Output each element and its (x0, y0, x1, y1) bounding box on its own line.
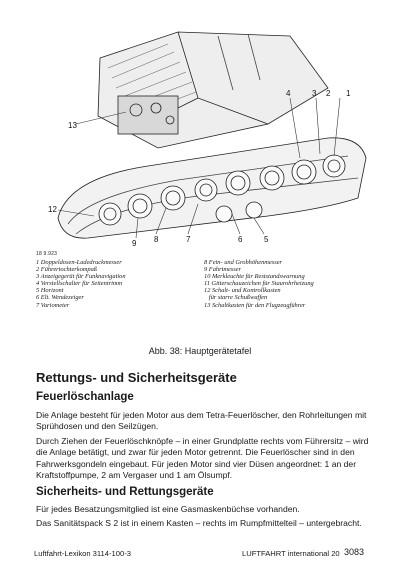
instrument-panel-drawing (28, 28, 372, 260)
callout-13: 13 (68, 121, 77, 130)
text-line: Durch Ziehen der Feuerlöschknöpfe – in einer Grundplatte rechts vom Führersitz – wird (36, 436, 369, 446)
legend-item: 3 Anzeigegerät für Funknavigation (36, 273, 126, 281)
legend-item: 10 Merkleuchte für Reststandswarnung (204, 273, 305, 281)
section-title: Rettungs- und Sicherheitsgeräte (36, 370, 237, 385)
legend-item: 12 Schalt- und Kontrollkasten (204, 287, 281, 295)
figure-code: 18 9.923 (36, 251, 58, 257)
callout-5: 5 (264, 235, 269, 244)
footer-left: Luftfahrt-Lexikon 3114-100-3 (34, 549, 131, 558)
subsection-title-fire-extinguisher: Feuerlöschanlage (36, 391, 134, 403)
text-line: die Anlage betätigt, und zwar für jeden Motor getrennt. Die Feuerlöscher sind in den (36, 447, 355, 458)
callout-12: 12 (48, 205, 57, 214)
legend-item: 11 Gitterschauzeichen für Staurohrheizung (204, 280, 314, 288)
paragraph (36, 436, 376, 482)
legend-item: 4 Verstellschalter für Seitentrimm (36, 280, 123, 288)
legend-item: 8 Fein- und Grobhöhenmesser (204, 259, 283, 266)
text-line: Kraftstoffpumpe, 2 am Vergaser und 1 am Ölsumpf. (36, 470, 233, 481)
callout-8: 8 (154, 235, 159, 244)
footer-right: LUFTFAHRT international 20 (242, 549, 340, 558)
text-line: Fahrwerksgondeln eingebaut. Für jeden Motor sind vier Düsen angeordnet: 1 an der (36, 458, 357, 469)
legend-item: 5 Horizont (36, 287, 64, 295)
callout-6: 6 (238, 235, 243, 244)
callout-4: 4 (286, 89, 291, 98)
figure-caption: Abb. 38: Hauptgerätetafel (148, 346, 252, 356)
callout-2: 2 (326, 89, 331, 98)
text-line: Die Anlage besteht für jeden Motor aus dem Tetra-Feuerlöscher, den Rohrleitungen mit (36, 410, 367, 420)
legend-item: 2 Führertochterkompaß (36, 266, 97, 274)
callout-1: 1 (346, 89, 351, 98)
legend-item: 6 Elt. Wendezeiger (36, 294, 84, 302)
legend-item: 1 Doppeldosen-Ladedruckmesser (36, 259, 122, 266)
legend-item: 7 Variometer (36, 301, 70, 309)
subsection-title-safety-equipment: Sicherheits- und Rettungsgeräte (36, 486, 214, 498)
legend-item: 9 Fahrtmesser (204, 266, 242, 274)
paragraph (36, 410, 376, 433)
text-line: Sprühdosen und den Seilzügen. (36, 421, 159, 432)
legend-item: 13 Schaltkasten für den Flugzeugführer (204, 301, 306, 309)
callout-3: 3 (312, 89, 317, 98)
paragraph: Das Sanitätspack S 2 ist in einem Kasten – rechts im Rumpfmittelteil – untergebracht. (36, 518, 362, 528)
paragraph: Für jedes Besatzungsmitglied ist eine Gasmaskenbüchse vorhanden. (36, 504, 300, 514)
callout-9: 9 (132, 239, 137, 248)
callout-7: 7 (186, 235, 191, 244)
legend-column-right (204, 259, 379, 309)
page-number: 3083 (344, 547, 365, 557)
legend-item: für starre Schußwaffen (204, 294, 268, 302)
legend-column-left (36, 259, 201, 309)
instrument-panel-illustration (28, 28, 372, 260)
